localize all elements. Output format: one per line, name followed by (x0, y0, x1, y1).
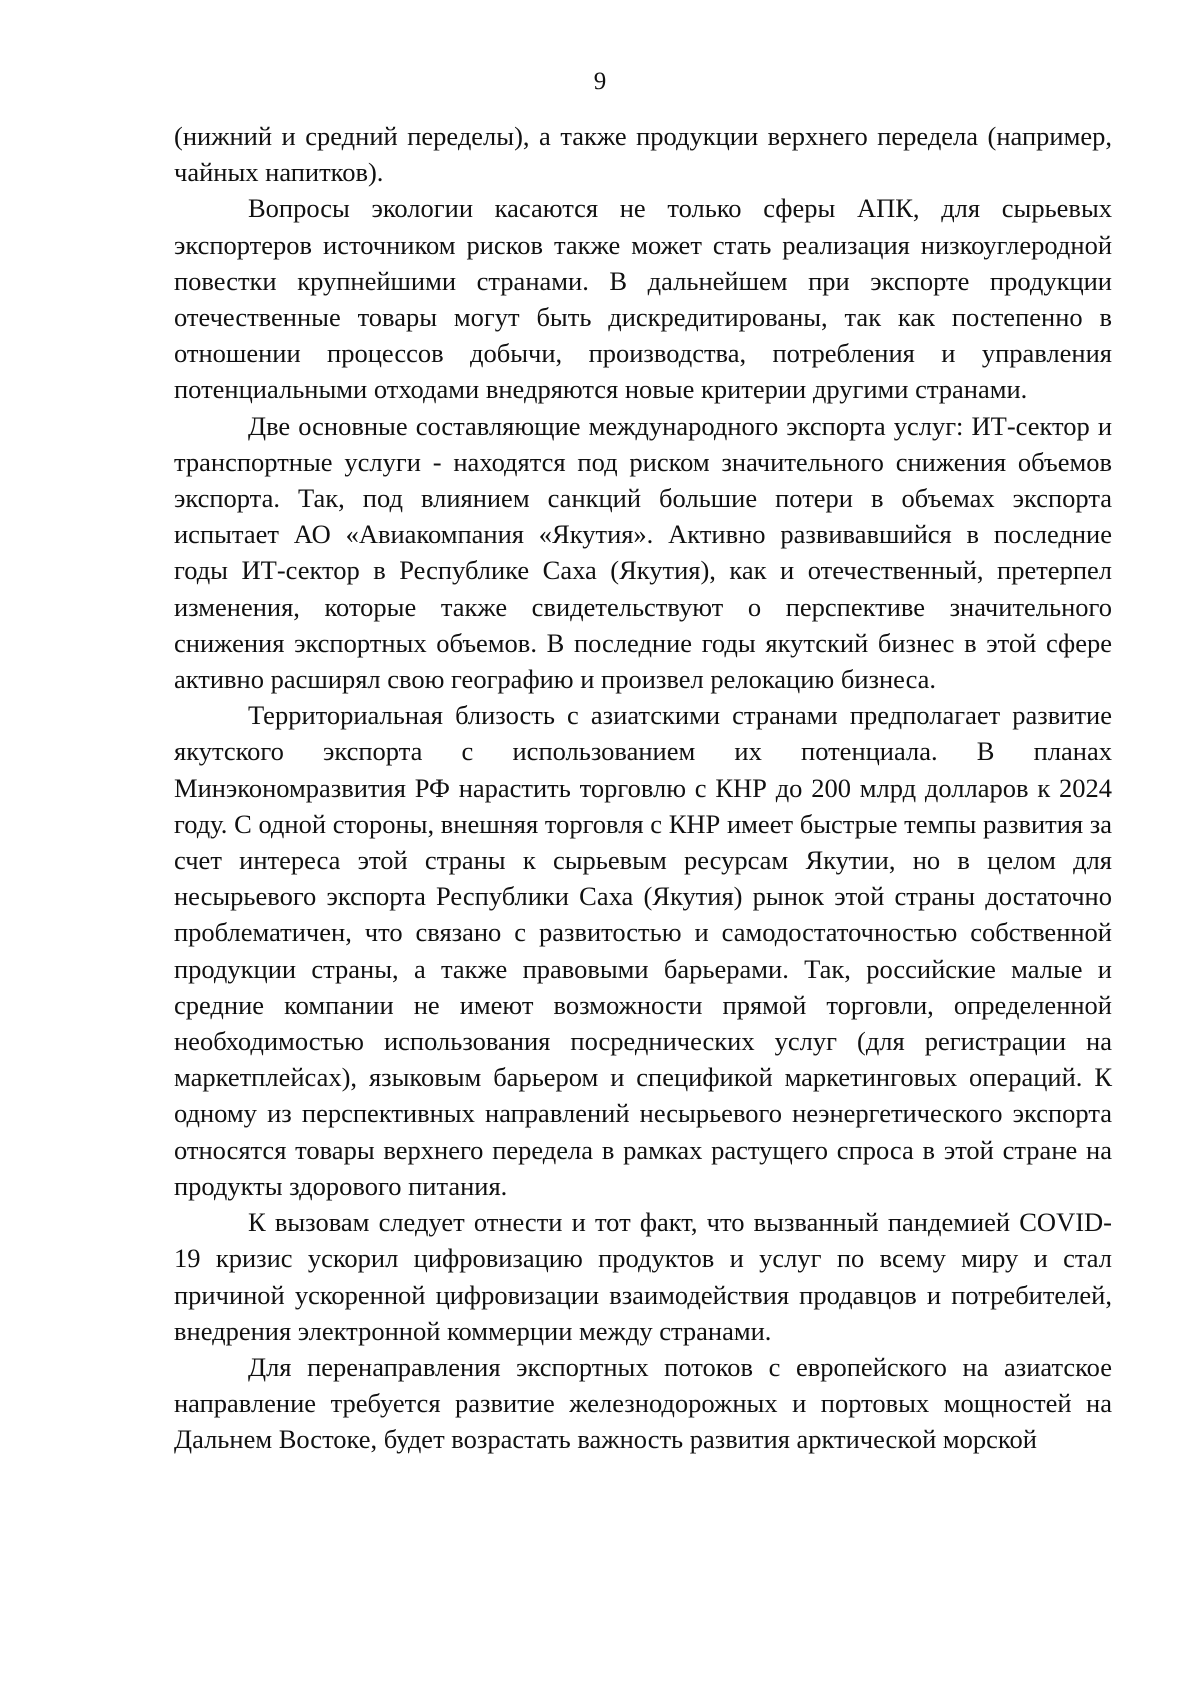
paragraph-ecology: Вопросы экологии касаются не только сферы АПК, для сырьевых экспортеров источником рисков также может стать реализация низкоуглеродной повестки крупнейшими странами. В дальнейшем при экспорте продукции отечественные товары могут быть дискредитированы, так как постепенно в отношении процессов добычи, производства, потребления и управления потенциальными отходами внедряются новые критерии другими странами. (174, 193, 1112, 405)
paragraph-export-redirection: Для перенаправления экспортных потоков с европейского на азиатское направление требуется развитие железнодорожных и портовых мощностей на Дальнем Востоке, будет возрастать важность развития арктической морской (174, 1351, 1112, 1455)
paragraph-services-export: Две основные составляющие международного экспорта услуг: ИТ-сектор и транспортные услуги - находятся под риском значительного снижения объемов экспорта. Так, под влиянием санкций большие потери в объемах экспорта испытает АО «Авиакомпания «Якутия». Активно развивавшийся в последние годы ИТ-сектор в Республике Саха (Якутия), как и отечественный, претерпел изменения, которые также свидетельствуют о перспективе значительного снижения экспортных объемов. В последние годы якутский бизнес в этой сфере активно расширял свою географию и произвел релокацию бизнеса. (174, 410, 1112, 695)
paragraph-continuation: (нижний и средний переделы), а также продукции верхнего передела (например, чайных напитков). (174, 121, 1112, 188)
paragraph-asian-proximity: Территориальная близость с азиатскими странами предполагает развитие якутского экспорта с использованием их потенциала. В планах Минэкономразвития РФ нарастить торговлю с КНР до 200 млрд долларов к 2024 году. С одной стороны, внешняя торговля с КНР имеет быстрые темпы развития за счет интереса этой страны к сырьевым ресурсам Якутии, но в целом для несырьевого экспорта Республики Саха (Якутия) рынок этой страны достаточно проблематичен, что связано с развитостью и самодостаточностью собственной продукции страны, а также правовыми барьерами. Так, российские малые и средние компании не имеют возможности прямой торговли, определенной необходимостью использования посреднических услуг (для регистрации на маркетплейсах), языковым барьером и спецификой маркетинговых операций. К одному из перспективных направлений несырьевого неэнергетического экспорта относятся товары верхнего передела в рамках растущего спроса в этой стране на продукты здорового питания. (174, 700, 1112, 1201)
paragraph-covid-digitalization: К вызовам следует отнести и тот факт, что вызванный пандемией COVID-19 кризис ускорил цифровизацию продуктов и услуг по всему миру и стал причиной ускоренной цифровизации взаимодействия продавцов и потребителей, внедрения электронной коммерции между странами. (174, 1207, 1112, 1346)
body-text (174, 118, 1112, 1458)
page-number: 9 (593, 68, 607, 95)
